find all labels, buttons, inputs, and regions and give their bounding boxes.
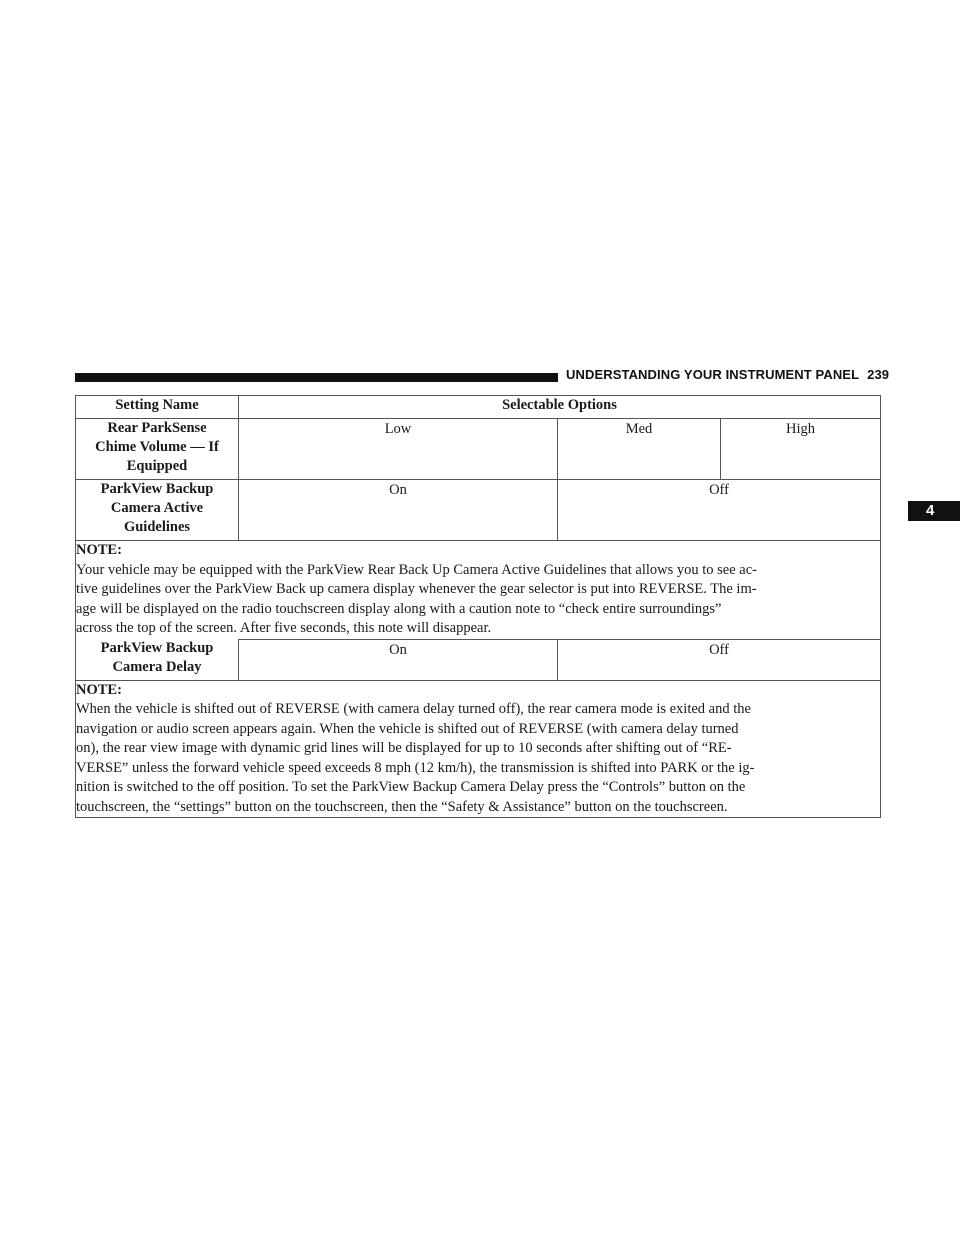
setting-name-cell [76,419,239,480]
note-line: tive guidelines over the ParkView Back up camera display whenever the gear selector is put into REVERSE. The im- [76,581,757,597]
column-header-setting-name: Setting Name [76,396,239,419]
column-header-selectable-options: Selectable Options [239,396,881,419]
option-off: Off [557,480,880,540]
options-group [239,640,880,680]
table-row-camera-delay [76,639,881,680]
note-line: age will be displayed on the radio touchscreen display along with a caution note to “check entire surroundings” [76,600,722,617]
note-title: NOTE: [76,681,122,698]
setting-name-cell [76,480,239,541]
note-line: navigation or audio screen appears again. When the vehicle is shifted out of REVERSE (with camera delay turned [76,720,739,737]
note-cell [76,541,881,640]
option-med: Med [557,419,720,479]
options-cell [239,480,881,541]
table-row-chime-volume [76,419,881,480]
setting-name-cell [76,639,239,680]
setting-name-line: Rear ParkSense [107,420,207,436]
option-on: On [389,641,407,658]
header-rule [75,373,558,382]
note-line: When the vehicle is shifted out of REVERSE (with camera delay turned off), the rear camera mode is exited and the [76,701,751,717]
table-row-note-guidelines [76,541,881,640]
setting-name-line: Camera Active [110,500,204,516]
chapter-tab: 4 [908,501,960,521]
setting-name-line: Guidelines [123,519,191,535]
page-number: 239 [867,367,890,382]
note-title: NOTE: [76,542,122,558]
options-cell [239,419,881,480]
setting-name-line: Camera Delay [112,659,202,675]
option-high: High [720,419,880,479]
section-title: UNDERSTANDING YOUR INSTRUMENT PANEL [566,367,860,382]
note-line: nition is switched to the off position. To set the ParkView Backup Camera Delay press the “Controls” button on the [76,779,746,795]
table-row-active-guidelines [76,480,881,541]
note-line: VERSE” unless the forward vehicle speed exceeds 8 mph (12 km/h), the transmission is shifted into PARK or the ig- [76,759,755,776]
setting-name-line: Chime Volume — If [95,439,219,455]
option-off: Off [557,640,880,680]
note-line: touchscreen, the “settings” button on the touchscreen, then the “Safety & Assistance” button on the touchscreen. [76,798,728,815]
options-group [239,419,880,479]
options-cell [239,639,881,680]
note-line: across the top of the screen. After five seconds, this note will disappear. [76,620,492,636]
table-row-note-delay [76,680,881,818]
options-group [239,480,880,540]
setting-name-line: ParkView Backup [100,481,214,497]
running-header [566,367,889,382]
table-header-row [76,396,881,419]
settings-table [75,395,881,818]
note-line: Your vehicle may be equipped with the ParkView Rear Back Up Camera Active Guidelines that allows you to see ac- [76,561,757,578]
setting-name-line: Equipped [126,458,188,474]
note-cell [76,680,881,818]
note-line: on), the rear view image with dynamic grid lines will be displayed for up to 10 seconds after shifting out of “RE- [76,740,732,756]
option-on: On [389,482,407,498]
option-low: Low [384,421,412,437]
setting-name-line: ParkView Backup [100,640,214,656]
